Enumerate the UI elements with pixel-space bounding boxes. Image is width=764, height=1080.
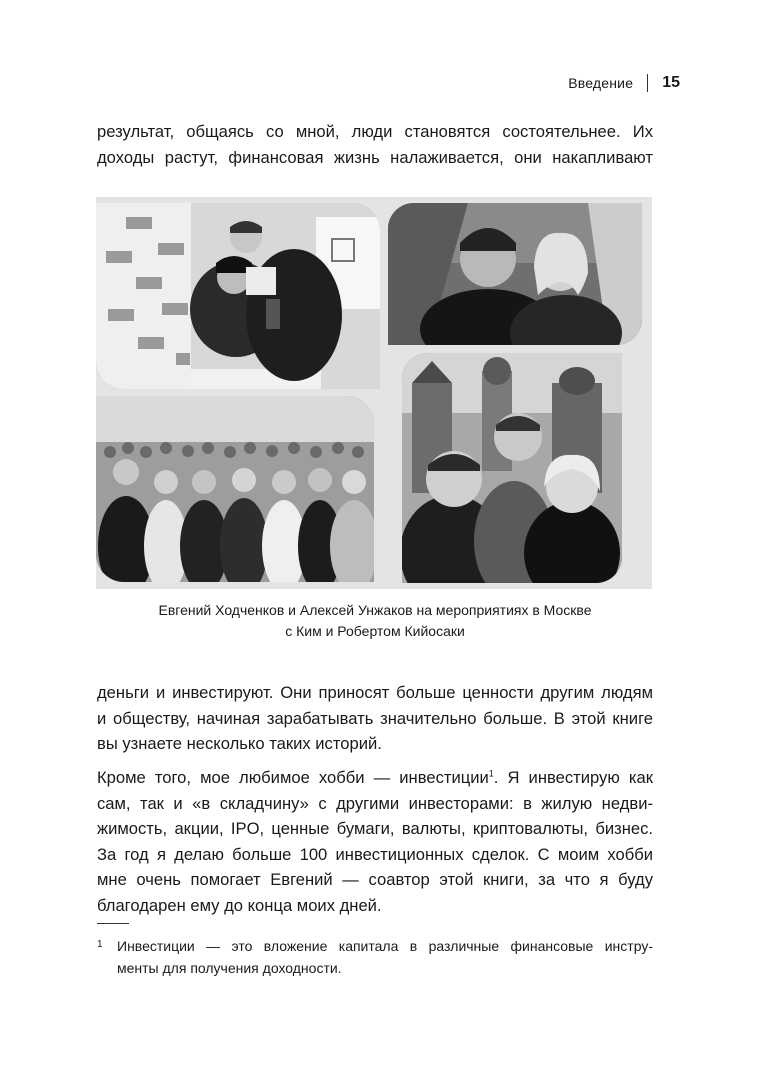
caption-line: с Ким и Робертом Кийосаки: [285, 623, 465, 639]
text-line: За год я делаю больше 100 инвестиционных сделок. С моим хобби: [97, 844, 653, 864]
footnote-mark: 1: [97, 939, 103, 950]
text-line: мне очень помогает Евгений — соавтор этой книги, за что я буду: [97, 870, 653, 889]
event-photo-portrait: [388, 203, 642, 345]
intro-paragraph: [97, 119, 653, 170]
event-photo-selfie: [402, 353, 622, 583]
footnote-line: менты для получения доходности.: [117, 959, 342, 976]
text-line: результат, общаясь со мной, люди становятся состоятельнее. Их: [97, 122, 653, 141]
text-line: благодарен ему до конца моих дней.: [97, 895, 382, 915]
text-line: доходы растут, финансовая жизнь налаживается, они накапливают: [97, 147, 653, 167]
footnote-line: Инвестиции — это вложение капитала в различные финансовые инстру-: [117, 938, 653, 954]
text-line: сам, так и «в складчину» с другими инвесторами: в жилую недви-: [97, 793, 653, 813]
event-photo-audience: [96, 396, 374, 582]
caption-line: Евгений Ходченков и Алексей Унжаков на мероприятиях в Москве: [158, 602, 592, 618]
footnote-divider: [97, 923, 129, 924]
text-segment: . Я инвестирую как: [493, 768, 653, 787]
text-line: [97, 765, 653, 791]
text-line: вы узнаете несколько таких историй.: [97, 734, 382, 753]
section-title: Введение: [568, 75, 634, 91]
body-paragraph-2: [97, 680, 653, 757]
body-paragraph-3: [97, 765, 653, 918]
header-divider: [647, 74, 648, 92]
footnote: [97, 936, 653, 979]
text-segment: Кроме того, мое любимое хобби — инвестиции: [97, 768, 489, 787]
page-number: 15: [662, 74, 680, 91]
footnote-text: [97, 936, 653, 979]
photo-collage: [96, 197, 652, 589]
text-line: и обществу, начиная зарабатывать значительно больше. В этой книге: [97, 708, 653, 728]
running-header: [568, 74, 680, 92]
text-line: деньги и инвестируют. Они приносят больше ценности другим людям: [97, 683, 653, 702]
photo-caption: [97, 600, 653, 642]
text-line: жимость, акции, IPO, ценные бумаги, валюты, криптовалюты, бизнес.: [97, 819, 653, 838]
footnote-reference[interactable]: 1: [488, 768, 494, 779]
event-photo-stage: [96, 203, 380, 389]
